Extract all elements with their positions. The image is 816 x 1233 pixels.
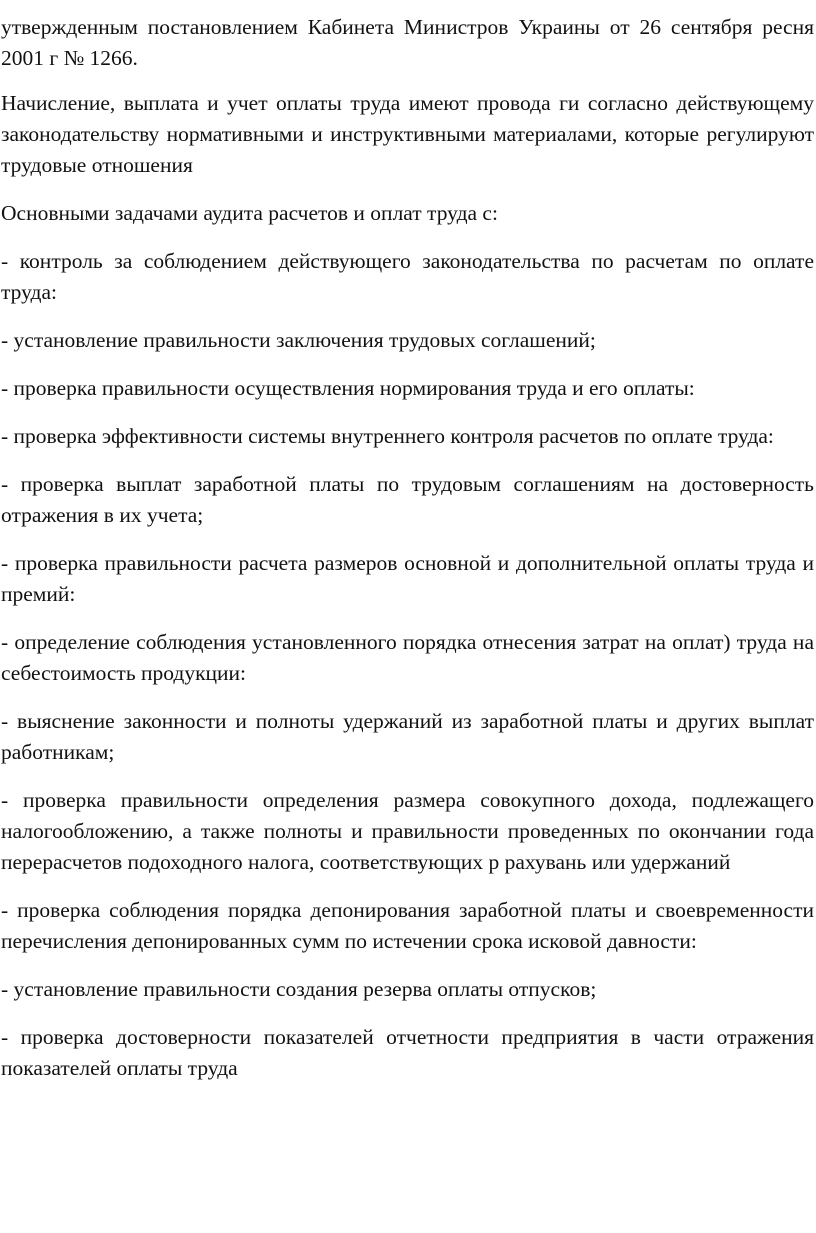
list-item: - проверка правильности определения размера совокупного дохода, подлежащего налогообложению, а также полноты и правильности проведенных по окончании года перерасчетов подоходного налога, соответствующих р рахувань или удержаний (1, 788, 814, 874)
paragraph-tasks-heading: Основными задачами аудита расчетов и оплат труда с: (1, 201, 498, 225)
list-item: - проверка соблюдения порядка депонирования заработной платы и своевременности перечисления депонированных сумм по истечении срока исковой давности: (1, 898, 814, 953)
paragraph-intro: утвержденным постановлением Кабинета Министров Украины от 26 сентября ресня 2001 г № 1266. (1, 15, 814, 70)
paragraph-payroll: Начисление, выплата и учет оплаты труда имеют провода ги согласно действующему законодательству нормативными и инструктивными материалами, которые регулируют трудовые отношения (1, 91, 814, 177)
list-item: - проверка правильности осуществления нормирования труда и его оплаты: (1, 376, 695, 400)
list-item: - выяснение законности и полноты удержаний из заработной платы и других выплат работникам; (1, 709, 814, 764)
list-item: - определение соблюдения установленного порядка отнесения затрат на оплат) труда на себестоимость продукции: (1, 630, 814, 685)
list-item: - установление правильности создания резерва оплаты отпусков; (1, 977, 597, 1001)
list-item: - установление правильности заключения трудовых соглашений; (1, 328, 596, 352)
list-item: - проверка достоверности показателей отчетности предприятия в части отражения показателей оплаты труда (1, 1025, 814, 1080)
list-item: - проверка правильности расчета размеров основной и дополнительной оплаты труда и премий: (1, 551, 814, 606)
list-item: - контроль за соблюдением действующего законодательства по расчетам по оплате труда: (1, 249, 814, 304)
list-item: - проверка выплат заработной платы по трудовым соглашениям на достоверность отражения в их учета; (1, 472, 814, 527)
list-item: - проверка эффективности системы внутреннего контроля расчетов по оплате труда: (1, 424, 774, 448)
